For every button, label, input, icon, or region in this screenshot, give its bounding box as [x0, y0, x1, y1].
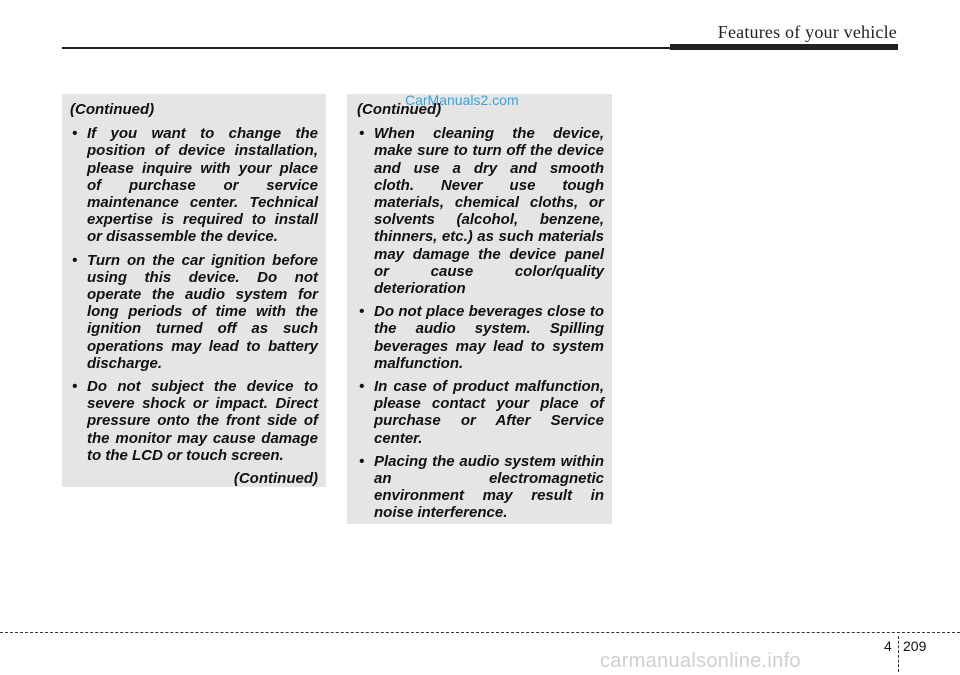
page-header-title: Features of your vehicle	[717, 22, 897, 42]
bullet-icon: •	[359, 125, 365, 143]
list-item	[357, 303, 604, 372]
footer-watermark: carmanualsonline.info	[600, 650, 801, 672]
list-item-text: Placing the audio system within an electromagnetic environment may result in noise interference.	[374, 452, 604, 522]
list-item-text: Do not place beverages close to the audio system. Spilling beverages may lead to system malfunction.	[374, 303, 604, 372]
continued-label-top: (Continued)	[357, 101, 442, 118]
list-item	[70, 252, 318, 372]
list-item-text: In case of product malfunction, please contact your place of purchase or After Service center.	[374, 378, 604, 447]
bullet-list-left	[70, 125, 318, 464]
page-number: 209	[903, 638, 927, 654]
list-item	[357, 125, 604, 297]
continued-label-top: (Continued)	[70, 101, 155, 118]
list-item-text: If you want to change the position of device installation, please inquire with your place of purchase or service maintenance center. Technical expertise is required to install or disassemble the device.	[87, 125, 318, 246]
bullet-icon: •	[359, 303, 365, 321]
bullet-icon: •	[359, 378, 365, 396]
continued-label-bottom: (Continued)	[233, 470, 318, 488]
bullet-icon: •	[72, 378, 78, 396]
list-item	[357, 453, 604, 522]
list-item	[70, 378, 318, 464]
caution-panel-left	[62, 94, 326, 487]
watermark-link[interactable]: CarManuals2.com	[405, 92, 519, 108]
list-item	[70, 125, 318, 245]
list-item-text: Turn on the car ignition before using this device. Do not operate the audio system for long periods of time with the ignition turned off as such operations may lead to battery discharge.	[87, 251, 318, 372]
page-number-separator	[898, 636, 899, 672]
bullet-icon: •	[72, 251, 78, 269]
chapter-number: 4	[884, 638, 892, 654]
list-item	[357, 378, 604, 447]
footer-rule	[0, 632, 960, 633]
bullet-icon: •	[72, 125, 78, 143]
caution-panel-right	[347, 94, 612, 524]
list-item-text: When cleaning the device, make sure to turn off the device and use a dry and smooth cloth. Never use tough materials, chemical cloths, or solvents (alcohol, benzene, thinners, etc.) as such materials may damage the device panel or cause color/quality deterioration	[374, 125, 604, 298]
bullet-list-right	[357, 125, 604, 521]
list-item-text: Do not subject the device to severe shock or impact. Direct pressure onto the front side of the monitor may cause damage to the LCD or touch screen.	[87, 378, 318, 464]
header-tab-bar	[670, 44, 898, 50]
bullet-icon: •	[359, 452, 365, 470]
